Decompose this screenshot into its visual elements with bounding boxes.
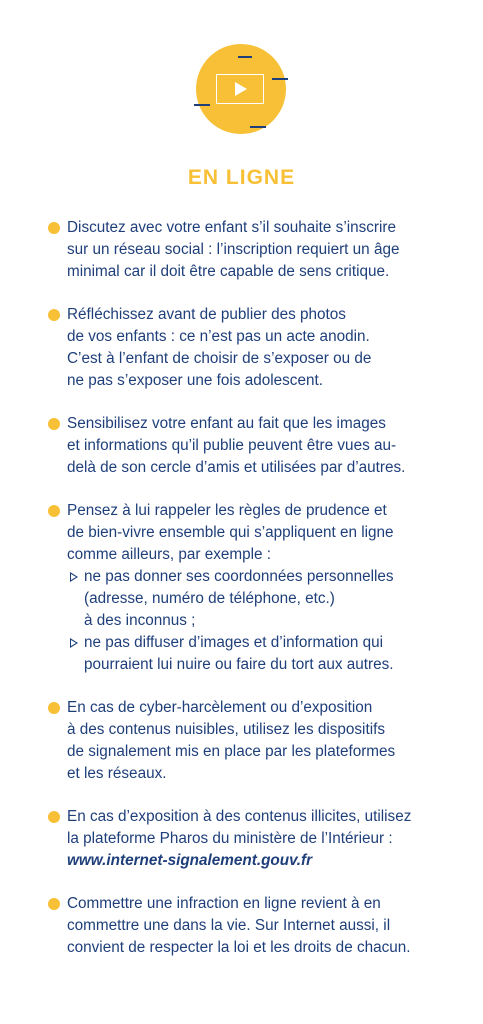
advice-list: [48, 217, 448, 980]
item-text-line: comme ailleurs, par exemple :: [67, 546, 272, 563]
item-text-line: la plateforme Pharos du ministère de l’Intérieur :: [67, 830, 393, 847]
bullet-icon: [48, 898, 60, 910]
logo-deco-line: [272, 78, 288, 80]
item-text-line: En cas de cyber-harcèlement ou d’exposition: [67, 699, 373, 716]
item-text-line: Discutez avec votre enfant s’il souhaite s’inscrire: [67, 219, 397, 236]
list-item: [48, 413, 448, 479]
list-item: [48, 304, 448, 392]
item-text-line: Commettre une infraction en ligne revient à en: [67, 895, 381, 912]
item-text-line: convient de respecter la loi et les droits de chacun.: [67, 939, 411, 956]
item-text-line: commettre une dans la vie. Sur Internet aussi, il: [67, 917, 391, 934]
item-text-line: et les réseaux.: [67, 765, 167, 782]
item-text-line: C’est à l’enfant de choisir de s’exposer ou de: [67, 350, 372, 367]
page-title: EN LIGNE: [187, 166, 296, 189]
item-text-line: Sensibilisez votre enfant au fait que les images: [67, 415, 386, 432]
item-text-line: et informations qu’il publie peuvent être vues au-: [67, 437, 397, 454]
list-item: [48, 806, 448, 872]
item-text-line: Réfléchissez avant de publier des photos: [67, 306, 346, 323]
item-text-line: En cas d’exposition à des contenus illicites, utilisez: [67, 808, 412, 825]
item-text-line: delà de son cercle d’amis et utilisées par d’autres.: [67, 459, 406, 476]
pharos-link[interactable]: www.internet-signalement.gouv.fr: [67, 852, 313, 869]
item-text-line: ne pas s’exposer une fois adolescent.: [67, 372, 323, 389]
logo-deco-line: [194, 104, 210, 106]
item-text-line: de signalement mis en place par les plateformes: [67, 743, 396, 760]
bullet-icon: [48, 505, 60, 517]
sub-item-text-line: ne pas diffuser d’images et d’information qui: [84, 634, 384, 651]
item-text-line: de vos enfants : ce n’est pas un acte anodin.: [67, 328, 370, 345]
item-text-line: de bien-vivre ensemble qui s’appliquent en ligne: [67, 524, 394, 541]
list-item: [48, 217, 448, 283]
sub-item-text-line: à des inconnus ;: [84, 612, 196, 629]
sub-item-text-line: ne pas donner ses coordonnées personnelles: [84, 568, 394, 585]
bullet-icon: [48, 222, 60, 234]
list-item: [48, 893, 448, 959]
item-text-line: Pensez à lui rappeler les règles de prudence et: [67, 502, 387, 519]
play-icon: [235, 82, 247, 96]
logo: [190, 40, 294, 138]
item-text-line: à des contenus nuisibles, utilisez les dispositifs: [67, 721, 386, 738]
sub-item-text-line: (adresse, numéro de téléphone, etc.): [84, 590, 335, 607]
triangle-bullet-icon: [70, 638, 78, 648]
logo-deco-line: [250, 126, 266, 128]
item-text-line: sur un réseau social : l’inscription requiert un âge: [67, 241, 400, 258]
item-text-line: minimal car il doit être capable de sens critique.: [67, 263, 390, 280]
list-item: [48, 697, 448, 785]
bullet-icon: [48, 418, 60, 430]
sub-item-text-line: pourraient lui nuire ou faire du tort aux autres.: [84, 656, 394, 673]
bullet-icon: [48, 702, 60, 714]
bullet-icon: [48, 309, 60, 321]
logo-deco-line: [238, 56, 252, 58]
triangle-bullet-icon: [70, 572, 78, 582]
video-screen-icon: [216, 74, 264, 104]
sub-list-item: [67, 566, 448, 632]
sub-list-item: [67, 632, 448, 676]
list-item: [48, 500, 448, 676]
bullet-icon: [48, 811, 60, 823]
